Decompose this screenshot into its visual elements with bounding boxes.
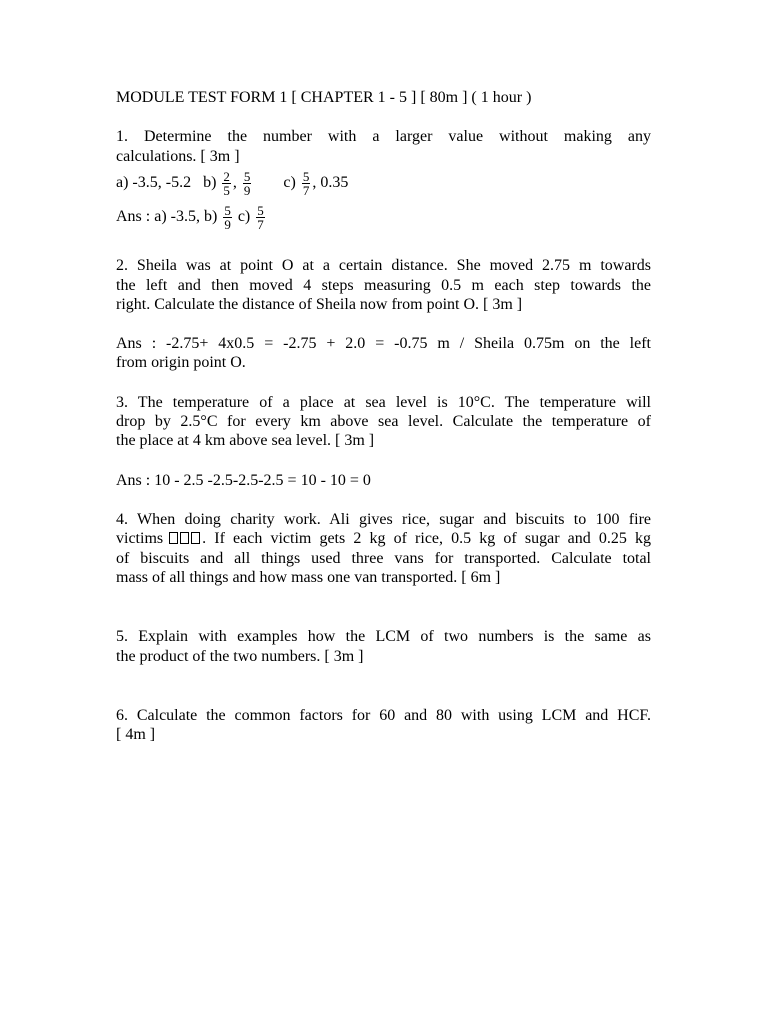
question-5-line-1: 5. Explain with examples how the LCM of two numbers is the same as bbox=[116, 628, 651, 645]
missing-glyph-icon bbox=[180, 532, 189, 544]
question-6-line-2: [ 4m ] bbox=[116, 726, 156, 743]
question-5-line-2: the product of the two numbers. [ 3m ] bbox=[116, 648, 364, 665]
question-6-line-1: 6. Calculate the common factors for 60 and 80 with using LCM and HCF. bbox=[116, 707, 651, 724]
page-title: MODULE TEST FORM 1 [ CHAPTER 1 - 5 ] [ 80m ] ( 1 hour ) bbox=[116, 89, 532, 106]
question-3-line-1: 3. The temperature of a place at sea level is 10°C. The temperature will bbox=[116, 394, 651, 411]
answer-2-line-2: from origin point O. bbox=[116, 354, 246, 371]
question-2-line-1: 2. Sheila was at point O at a certain distance. She moved 2.75 m towards bbox=[116, 257, 651, 274]
question-2-line-2: the left and then moved 4 steps measuring 0.5 m each step towards the bbox=[116, 277, 651, 294]
answer-fraction-five-ninths: $\frac{5}{9}$ bbox=[224, 202, 231, 232]
missing-glyph-icons bbox=[169, 529, 202, 549]
fraction-two-fifths: $\frac{2}{5}$ bbox=[223, 168, 230, 198]
question-2-line-3: right. Calculate the distance of Sheila now from point O. [ 3m ] bbox=[116, 296, 523, 313]
question-3-line-3: the place at 4 km above sea level. [ 3m ] bbox=[116, 432, 375, 449]
question-1-options bbox=[116, 167, 651, 199]
question-4-line-1: 4. When doing charity work. Ali gives rice, sugar and biscuits to 100 fire bbox=[116, 511, 651, 528]
question-4-line-2 bbox=[116, 529, 651, 549]
question-3-line-2: drop by 2.5°C for every km above sea level. Calculate the temperature of bbox=[116, 413, 651, 430]
option-c-value: , 0.35 bbox=[312, 174, 349, 191]
question-1-line-1: 1. Determine the number with a larger value without making any bbox=[116, 128, 651, 145]
option-b-label: b) bbox=[203, 174, 217, 191]
answer-fraction-five-sevenths: $\frac{5}{7}$ bbox=[257, 202, 264, 232]
question-4-line-2-rest: . If each victim gets 2 kg of rice, 0.5 kg of sugar and 0.25 kg bbox=[202, 530, 651, 547]
question-1-line-2: calculations. [ 3m ] bbox=[116, 148, 240, 165]
option-b-comma: , bbox=[232, 174, 237, 191]
fraction-five-ninths: $\frac{5}{9}$ bbox=[243, 168, 251, 198]
option-a: a) -3.5, -5.2 bbox=[116, 174, 192, 191]
question-4-line-2-prefix: victims bbox=[116, 530, 164, 547]
fraction-five-sevenths: $\frac{5}{7}$ bbox=[302, 168, 310, 198]
missing-glyph-icon bbox=[169, 532, 178, 544]
option-c-label: c) bbox=[283, 174, 296, 191]
answer-2-line-1: Ans : -2.75+ 4x0.5 = -2.75 + 2.0 = -0.75 m / Sheila 0.75m on the left bbox=[116, 335, 651, 352]
question-1-answer bbox=[116, 201, 651, 233]
question-4-line-4: mass of all things and how mass one van transported. [ 6m ] bbox=[116, 569, 501, 586]
answer-1-c-label: c) bbox=[237, 208, 251, 225]
question-4-line-3: of biscuits and all things used three vans for transported. Calculate total bbox=[116, 550, 651, 567]
missing-glyph-icon bbox=[191, 532, 200, 544]
answer-3: Ans : 10 - 2.5 -2.5-2.5-2.5 = 10 - 10 = 0 bbox=[116, 472, 371, 489]
answer-1-prefix: Ans : a) -3.5, b) bbox=[116, 208, 218, 225]
